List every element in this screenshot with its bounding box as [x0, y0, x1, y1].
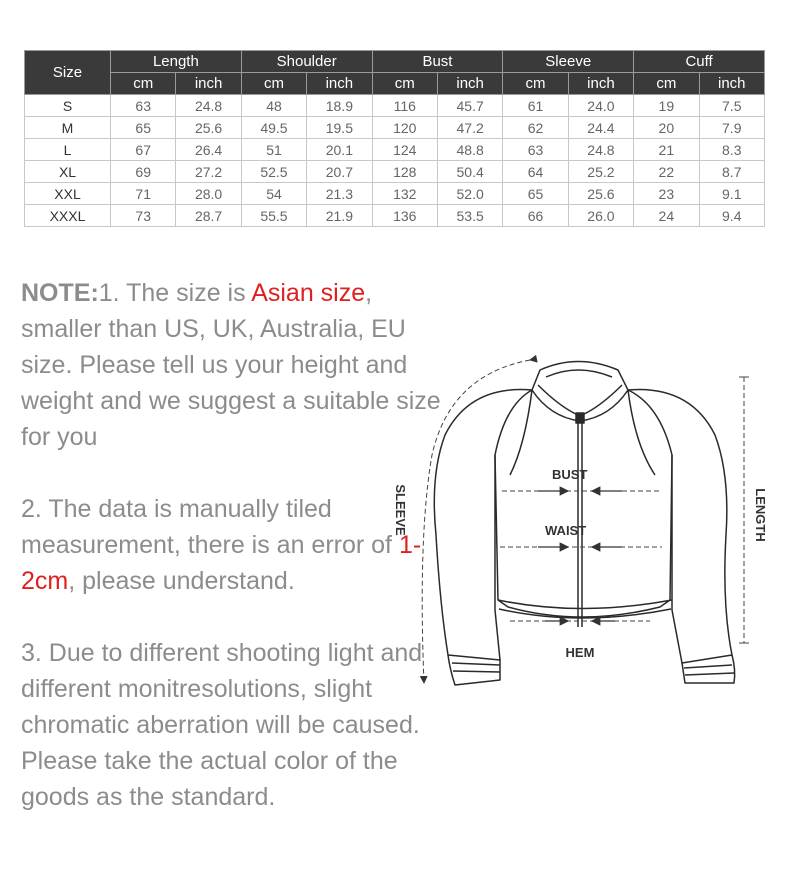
measurement-cell: 52.0 — [437, 183, 502, 205]
note-1-suffix: , smaller than US, UK, Australia, EU size. Please tell us your height and weight and we suggest a suitable size for you — [21, 279, 441, 451]
measurement-cell: 48.8 — [437, 139, 502, 161]
table-row — [25, 205, 765, 227]
shoulder-header: Shoulder — [241, 51, 372, 73]
measurement-cell: 26.0 — [568, 205, 633, 227]
note-2-highlight: 1-2cm — [21, 531, 422, 595]
measurement-cell: 24.4 — [568, 117, 633, 139]
measurement-cell: 8.7 — [699, 161, 764, 183]
note-1-prefix: 1. The size is — [98, 279, 252, 307]
measurement-cell: 22 — [634, 161, 699, 183]
measurement-cell: 7.9 — [699, 117, 764, 139]
measurement-cell: 62 — [503, 117, 568, 139]
measurement-cell: 67 — [111, 139, 176, 161]
size-chart-table — [24, 50, 765, 227]
measurement-cell: 49.5 — [241, 117, 306, 139]
measurement-cell: 63 — [111, 95, 176, 117]
measurement-lines — [422, 360, 662, 683]
measurement-cell: 7.5 — [699, 95, 764, 117]
measurement-cell: 21.3 — [307, 183, 372, 205]
measurement-cell: 25.6 — [568, 183, 633, 205]
measurement-cell: 136 — [372, 205, 437, 227]
unit-header: inch — [307, 73, 372, 95]
measurement-cell: 116 — [372, 95, 437, 117]
measurement-cell: 64 — [503, 161, 568, 183]
unit-header: cm — [111, 73, 176, 95]
measurement-cell: 51 — [241, 139, 306, 161]
table-row — [25, 161, 765, 183]
measurement-cell: 61 — [503, 95, 568, 117]
measurement-cell: 128 — [372, 161, 437, 183]
measurement-cell: 24 — [634, 205, 699, 227]
jacket-illustration — [393, 345, 780, 695]
size-table-body — [25, 95, 765, 227]
measurement-cell: 73 — [111, 205, 176, 227]
note-1 — [21, 275, 451, 455]
measurement-cell: 9.4 — [699, 205, 764, 227]
length-label: LENGTH — [753, 488, 768, 542]
notes-section — [21, 275, 451, 815]
size-cell: XL — [25, 161, 111, 183]
measurement-cell: 52.5 — [241, 161, 306, 183]
measurement-cell: 63 — [503, 139, 568, 161]
measurement-cell: 24.8 — [176, 95, 241, 117]
unit-header-row — [25, 73, 765, 95]
size-cell: L — [25, 139, 111, 161]
measurement-cell: 66 — [503, 205, 568, 227]
measurement-cell: 132 — [372, 183, 437, 205]
waist-label: WAIST — [545, 523, 587, 538]
measurement-cell: 55.5 — [241, 205, 306, 227]
measurement-cell: 20 — [634, 117, 699, 139]
size-cell: M — [25, 117, 111, 139]
length-line — [739, 377, 749, 643]
note-label: NOTE: — [21, 279, 99, 307]
note-1-highlight: Asian size — [251, 279, 366, 307]
unit-header: cm — [503, 73, 568, 95]
measurement-cell: 27.2 — [176, 161, 241, 183]
unit-header: inch — [437, 73, 502, 95]
measurement-cell: 8.3 — [699, 139, 764, 161]
size-column-header: Size — [25, 51, 111, 95]
note-2-prefix: 2. The data is manually tiled measurement, there is an error of — [21, 495, 399, 559]
unit-header: cm — [241, 73, 306, 95]
measurement-cell: 65 — [111, 117, 176, 139]
cuff-header: Cuff — [634, 51, 765, 73]
size-cell: XXXL — [25, 205, 111, 227]
measurement-cell: 53.5 — [437, 205, 502, 227]
measurement-cell: 25.2 — [568, 161, 633, 183]
measurement-cell: 120 — [372, 117, 437, 139]
note-2 — [21, 491, 451, 599]
measurement-cell: 71 — [111, 183, 176, 205]
measurement-cell: 24.0 — [568, 95, 633, 117]
measurement-cell: 9.1 — [699, 183, 764, 205]
group-header-row — [25, 51, 765, 73]
measurement-cell: 21.9 — [307, 205, 372, 227]
length-header: Length — [111, 51, 242, 73]
jacket-measurement-diagram — [393, 345, 780, 695]
measurement-cell: 28.0 — [176, 183, 241, 205]
sleeve-header: Sleeve — [503, 51, 634, 73]
measurement-cell: 45.7 — [437, 95, 502, 117]
measurement-cell: 20.1 — [307, 139, 372, 161]
measurement-cell: 48 — [241, 95, 306, 117]
measurement-cell: 50.4 — [437, 161, 502, 183]
measurement-cell: 65 — [503, 183, 568, 205]
unit-header: inch — [699, 73, 764, 95]
hem-label: HEM — [565, 645, 595, 660]
table-row — [25, 139, 765, 161]
table-row — [25, 183, 765, 205]
note-3: 3. Due to different shooting light and different monitresolutions, slight chromatic aberration will be caused. Please take the actual color of the goods as the standard. — [21, 639, 423, 811]
measurement-cell: 21 — [634, 139, 699, 161]
bust-header: Bust — [372, 51, 503, 73]
size-cell: S — [25, 95, 111, 117]
arrow-icons — [538, 491, 622, 621]
measurement-cell: 47.2 — [437, 117, 502, 139]
measurement-cell: 25.6 — [176, 117, 241, 139]
unit-header: cm — [372, 73, 437, 95]
measurement-cell: 19 — [634, 95, 699, 117]
measurement-cell: 26.4 — [176, 139, 241, 161]
measurement-cell: 19.5 — [307, 117, 372, 139]
bust-label: BUST — [552, 467, 588, 482]
measurement-cell: 69 — [111, 161, 176, 183]
measurement-cell: 24.8 — [568, 139, 633, 161]
measurement-cell: 124 — [372, 139, 437, 161]
sleeve-label: SLEEVE — [393, 484, 408, 536]
size-cell: XXL — [25, 183, 111, 205]
measurement-cell: 54 — [241, 183, 306, 205]
measurement-cell: 23 — [634, 183, 699, 205]
unit-header: cm — [634, 73, 699, 95]
table-row — [25, 95, 765, 117]
measurement-cell: 20.7 — [307, 161, 372, 183]
table-row — [25, 117, 765, 139]
measurement-cell: 18.9 — [307, 95, 372, 117]
measurement-cell: 28.7 — [176, 205, 241, 227]
note-2-suffix: , please understand. — [68, 567, 295, 595]
unit-header: inch — [176, 73, 241, 95]
unit-header: inch — [568, 73, 633, 95]
